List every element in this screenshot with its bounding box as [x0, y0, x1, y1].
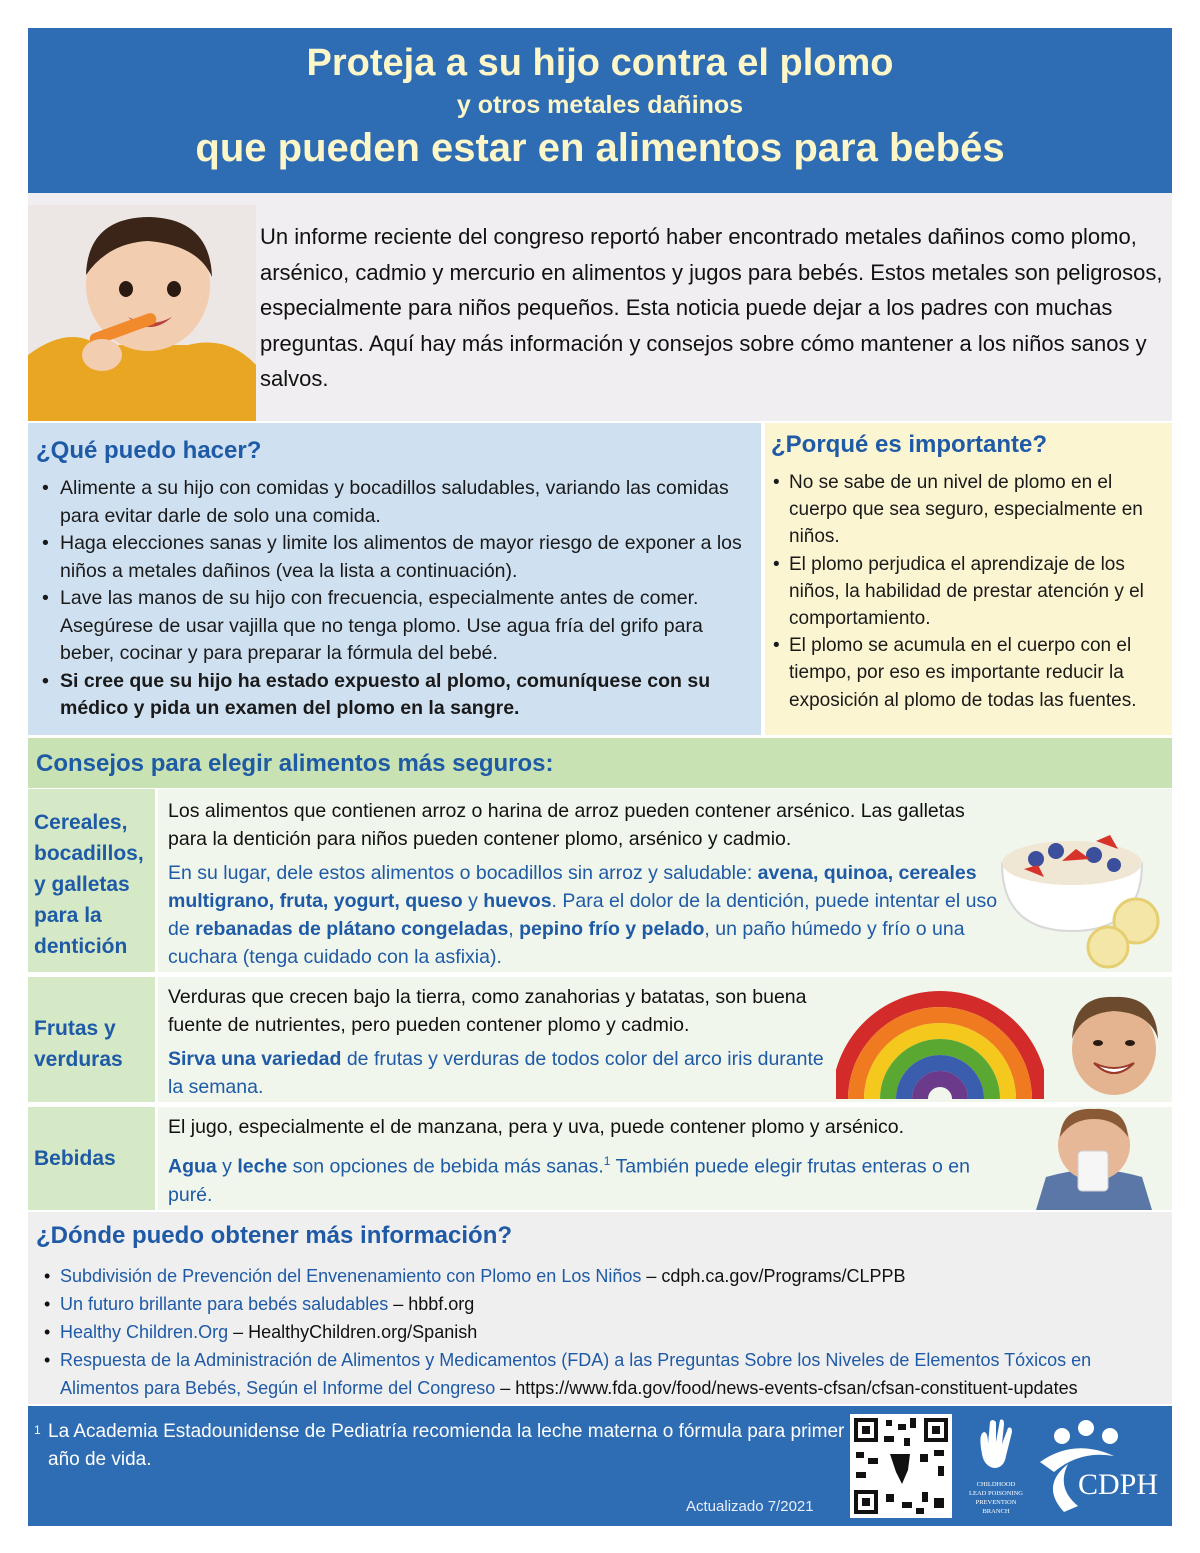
clppb-handprint-logo	[960, 1414, 1032, 1520]
fruits-category	[28, 977, 158, 1102]
resource-item: • Respuesta de la Administración de Alimentos y Medicamentos (FDA) a las Preguntas Sobre los Niveles de Elementos Tóxicos en Alimentos para Bebés, Según el Informe del Congreso – https://www.fda.gov/food/news-events-cfsan/cfsan-constituent-updates	[44, 1346, 1172, 1402]
what-can-i-do-heading: ¿Qué puedo hacer?	[36, 437, 262, 464]
what-can-i-do-panel	[28, 423, 761, 735]
category-label: bocadillos,	[34, 842, 144, 865]
more-info-heading: ¿Dónde puedo obtener más información?	[36, 1222, 513, 1249]
drinks-content	[168, 1113, 998, 1209]
category-label: Frutas y	[34, 1017, 116, 1040]
updated-date: Actualizado 7/2021	[686, 1498, 814, 1515]
drinks-warning: El jugo, especialmente el de manzana, pera y uva, puede contener plomo y arsénico.	[168, 1116, 905, 1138]
cereals-row	[28, 789, 1172, 975]
cereals-content	[168, 797, 998, 971]
fruits-content	[168, 983, 828, 1101]
toddler-drinking-milk	[1016, 1107, 1172, 1210]
more-info-list	[44, 1262, 1172, 1402]
oatmeal-berries-bowl	[996, 811, 1170, 971]
category-label: Cereales,	[34, 811, 128, 834]
resource-item: • Healthy Children.Org – HealthyChildren.org/Spanish	[44, 1318, 1172, 1346]
footnote-mark: 1	[34, 1423, 41, 1437]
category-label: Bebidas	[34, 1147, 116, 1170]
list-item-bold: • Si cree que su hijo ha estado expuesto al plomo, comuníquese con su médico y pida un examen del plomo en la sangre.	[40, 668, 761, 723]
svg-text:BRANCH: BRANCH	[982, 1508, 1010, 1515]
svg-text:CDPH: CDPH	[1078, 1468, 1159, 1501]
intro-paragraph: Un informe reciente del congreso reportó haber encontrado metales dañinos como plomo, arsénico, cadmio y mercurio en alimentos y jugos para bebés. Estos metales son peligrosos, especialmente para niños pequeños. Esta noticia puede dejar a los padres con muchas preguntas. Aquí hay más información y consejos sobre cómo mantener a los niños sanos y salvos.	[260, 224, 1163, 391]
baby-eating-photo	[28, 205, 256, 421]
drinks-category	[28, 1107, 158, 1210]
resource-link-healthychildren[interactable]: Healthy Children.Org	[60, 1322, 229, 1342]
list-item: • Lave las manos de su hijo con frecuencia, especialmente antes de comer. Asegúrese de usar vajilla que no tenga plomo. Use agua fría del grifo para beber, cocinar y para preparar la fórmula del bebé.	[40, 585, 761, 668]
svg-text:LEAD POISONING: LEAD POISONING	[969, 1490, 1023, 1497]
cereals-category	[28, 789, 158, 972]
qr-code[interactable]	[850, 1414, 952, 1518]
more-info-section	[28, 1212, 1172, 1404]
svg-text:PREVENTION: PREVENTION	[975, 1499, 1017, 1506]
smiling-toddler	[1058, 991, 1168, 1105]
safer-foods-header	[28, 738, 1172, 788]
category-label: dentición	[34, 935, 128, 958]
cereals-alternatives: En su lugar, dele estos alimentos o bocadillos sin arroz y saludable: avena, quinoa, cereales multigrano, fruta, yogurt, queso y huevos. Para el dolor de la dentición, puede intentar el uso de rebanadas de plátano congeladas, pepino frío y pelado, un paño húmedo y frío o una cuchara (tenga cuidado con la asfixia).	[168, 862, 998, 968]
cereals-warning: Los alimentos que contienen arroz o harina de arroz pueden contener arsénico. Las galletas para la dentición para niños pueden contener plomo, arsénico y cadmio.	[168, 800, 965, 850]
title-line-3: que pueden estar en alimentos para bebés	[195, 126, 1005, 170]
resource-link-fda[interactable]: Respuesta de la Administración de Alimentos y Medicamentos (FDA) a las Preguntas Sobre los Niveles de Elementos Tóxicos en Alimentos para Bebés, Según el Informe del Congreso	[60, 1350, 1092, 1398]
category-label: y galletas	[34, 873, 130, 896]
fruit-rainbow-arc	[836, 983, 1044, 1101]
list-item: • No se sabe de un nivel de plomo en el cuerpo que sea seguro, especialmente en niños.	[773, 469, 1172, 551]
drinks-advice: Agua y leche son opciones de bebida más sanas.$^1$ También puede elegir frutas enteras o en puré.	[168, 1154, 970, 1206]
safer-foods-heading: Consejos para elegir alimentos más seguros:	[36, 750, 554, 777]
why-important-panel	[765, 423, 1172, 735]
intro-section	[28, 193, 1172, 421]
category-label: verduras	[34, 1048, 123, 1071]
footer-banner	[28, 1406, 1172, 1526]
fruits-row	[28, 977, 1172, 1105]
title-banner	[28, 28, 1172, 193]
resource-item: • Subdivisión de Prevención del Envenenamiento con Plomo en Los Niños – cdph.ca.gov/Programs/CLPPB	[44, 1262, 1172, 1290]
fruits-advice: Sirva una variedad de frutas y verduras de todos color del arco iris durante la semana.	[168, 1048, 824, 1098]
resource-link-clppb[interactable]: Subdivisión de Prevención del Envenenamiento con Plomo en Los Niños	[60, 1266, 642, 1286]
title-line-1: Proteja a su hijo contra el plomo	[306, 42, 894, 84]
resource-item: • Un futuro brillante para bebés saludables – hbbf.org	[44, 1290, 1172, 1318]
footnote: 1 La Academia Estadounidense de Pediatría recomienda la leche materna o fórmula para primer año de vida.	[48, 1418, 848, 1474]
drinks-row	[28, 1107, 1172, 1210]
fruits-warning: Verduras que crecen bajo la tierra, como zanahorias y batatas, son buena fuente de nutrientes, pero pueden contener plomo y cadmio.	[168, 986, 807, 1036]
list-item: • Alimente a su hijo con comidas y bocadillos saludables, variando las comidas para evitar darle de solo una comida.	[40, 475, 761, 530]
why-important-heading: ¿Porqué es importante?	[771, 431, 1048, 458]
resource-link-hbbf[interactable]: Un futuro brillante para bebés saludables	[60, 1294, 389, 1314]
list-item: • El plomo se acumula en el cuerpo con el tiempo, por eso es importante reducir la exposición al plomo de todas las fuentes.	[773, 632, 1172, 714]
list-item: • Haga elecciones sanas y limite los alimentos de mayor riesgo de exponer a los niños a metales dañinos (vea la lista a continuación).	[40, 530, 761, 585]
category-label: para la	[34, 904, 102, 927]
cdph-logo	[1034, 1416, 1164, 1516]
title-line-2: y otros metales dañinos	[456, 91, 744, 119]
svg-text:CHILDHOOD: CHILDHOOD	[976, 1481, 1016, 1488]
why-important-list	[773, 469, 1172, 714]
what-can-i-do-list	[40, 475, 761, 723]
list-item: • El plomo perjudica el aprendizaje de los niños, la habilidad de prestar atención y el comportamiento.	[773, 551, 1172, 633]
